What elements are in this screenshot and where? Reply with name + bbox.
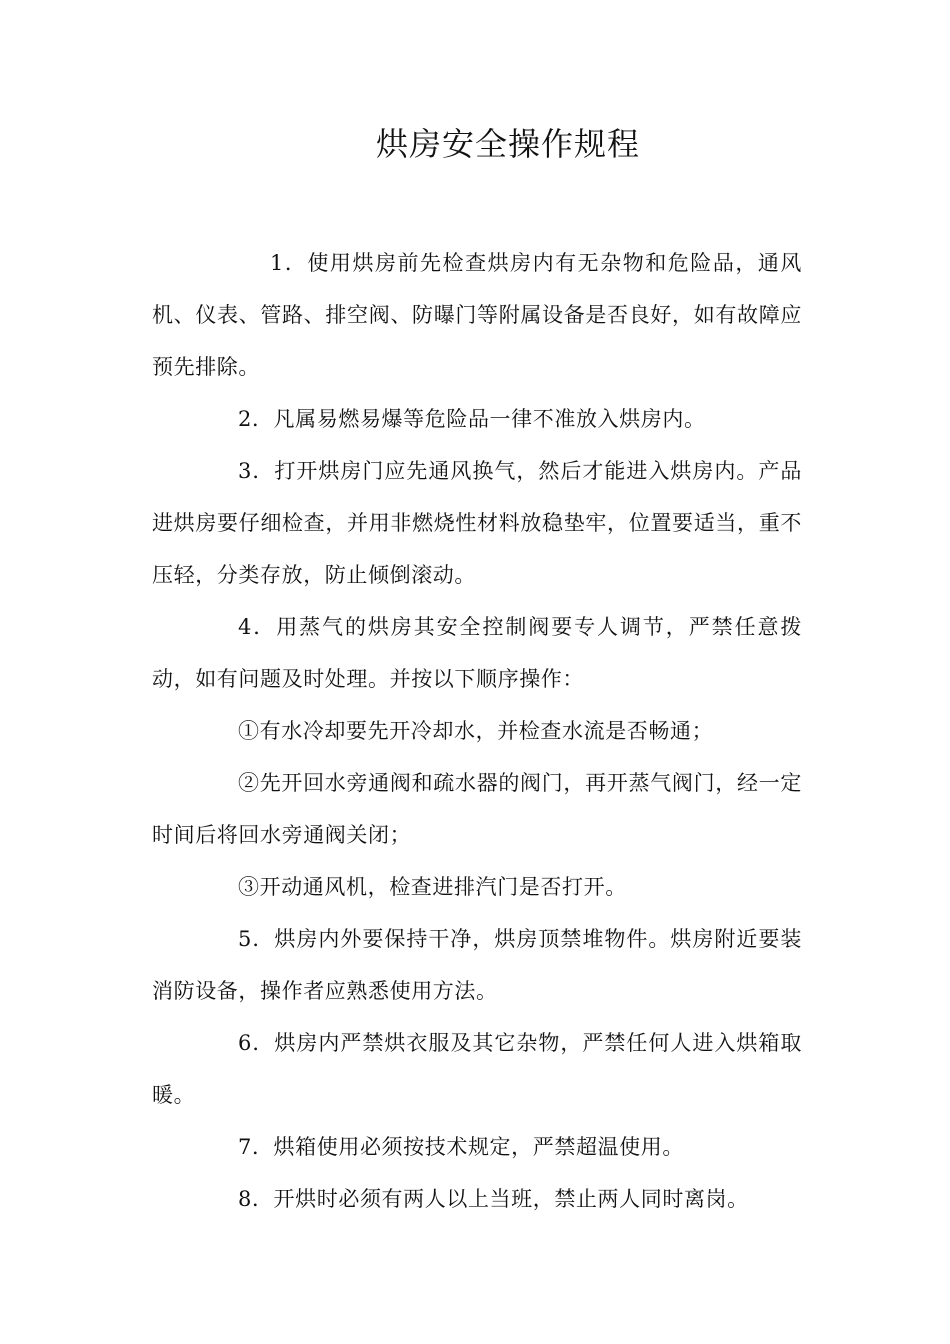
- page-title: 烘房安全操作规程: [375, 125, 640, 163]
- paragraph-4: 4．用蒸气的烘房其安全控制阀要专人调节，严禁任意拨动，如有问题及时处理。并按以下顺序操作：: [152, 615, 802, 691]
- paragraph-2: 2．凡属易燃易爆等危险品一律不准放入烘房内。: [238, 407, 706, 431]
- document-body: [152, 237, 802, 1225]
- paragraph-7: 7．烘箱使用必须按技术规定，严禁超温使用。: [238, 1135, 684, 1159]
- paragraph-3: 3．打开烘房门应先通风换气，然后才能进入烘房内。产品进烘房要仔细检查，并用非燃烧性材料放稳垫牢，位置要适当，重不压轻，分类存放，防止倾倒滚动。: [152, 459, 802, 587]
- paragraph-1: 1．使用烘房前先检查烘房内有无杂物和危险品，通风机、仪表、管路、排空阀、防曝门等附属设备是否良好，如有故障应预先排除。: [152, 251, 802, 379]
- paragraph-4-step-2: ②先开回水旁通阀和疏水器的阀门，再开蒸气阀门，经一定时间后将回水旁通阀关闭；: [152, 771, 802, 847]
- paragraph-5: 5．烘房内外要保持干净，烘房顶禁堆物件。烘房附近要装消防设备，操作者应熟悉使用方法。: [152, 927, 802, 1003]
- paragraph-4-step-3: ③开动通风机，检查进排汽门是否打开。: [238, 875, 627, 899]
- paragraph-6: 6．烘房内严禁烘衣服及其它杂物，严禁任何人进入烘箱取暖。: [152, 1031, 802, 1107]
- paragraph-8: 8．开烘时必须有两人以上当班，禁止两人同时离岗。: [238, 1187, 749, 1211]
- paragraph-4-step-1: ①有水冷却要先开冷却水，并检查水流是否畅通；: [238, 719, 714, 743]
